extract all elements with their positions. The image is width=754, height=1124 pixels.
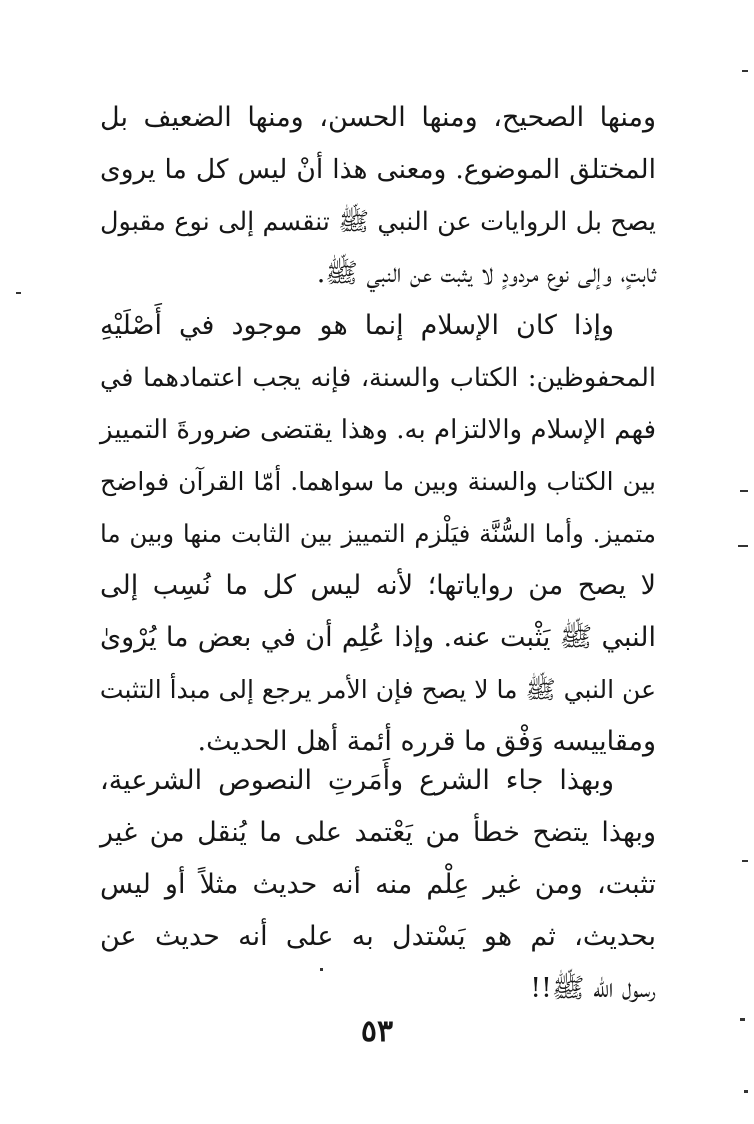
text-line: ثابتٍ، وإلى نوع مردودٍ لا يثبت عن النبي ﷺ. [316,258,656,289]
scan-speck [320,968,323,971]
scan-speck [742,70,748,72]
scan-speck [742,860,748,862]
text-line: يصح بل الروايات عن النبي ﷺ تنقسم إلى نوع مقبول [100,207,656,237]
text-line: النبي ﷺ يَثْبت عنه. وإذا عُلِم أن في بعض ما يُرْوىٰ [100,622,656,653]
text-line: وبهذا جاء الشرع وأَمَرتِ النصوص الشرعية، [100,765,614,796]
page-number: ٥٣ [360,1014,394,1049]
text-line: متميز. وأما السُّنَّة فيَلْزم التمييز بين الثابت منها وبين ما [100,519,656,548]
text-line: ومنها الصحيح، ومنها الحسن، ومنها الضعيف بل [100,102,656,133]
scan-speck [744,1090,748,1093]
text-line: رسول الله ﷺ!! [530,973,656,1004]
text-line: عن النبي ﷺ ما لا يصح فإن الأمر يرجع إلى مبدأ التثبت [99,675,656,704]
text-line: تثبت، ومن غير عِلْم منه أنه حديث مثلاً أو ليس [100,869,656,900]
scan-speck [740,490,748,492]
paragraph-1 [100,92,656,300]
text-line: بين الكتاب والسنة وبين ما سواهما. أمّا القرآن فواضح [100,467,656,496]
text-line: المختلق الموضوع. ومعنى هذا أنْ ليس كل ما يروى [100,154,656,185]
scan-speck [16,292,21,294]
text-line: المحفوظين: الكتاب والسنة، فإنه يجب اعتمادهما في [100,363,656,393]
text-line: فهم الإسلام والالتزام به. وهذا يقتضى ضرورةَ التمييز [100,415,656,445]
scan-speck [738,545,748,547]
text-line: بحديث، ثم هو يَسْتدل به على أنه حديث عن [100,921,656,952]
text-line: وبهذا يتضح خطأ من يَعْتمد على ما يُنقل من غير [100,817,656,848]
text-line: لا يصح من رواياتها؛ لأنه ليس كل ما نُسِب إلى [100,570,656,601]
scan-speck [740,1018,745,1021]
text-line: وإذا كان الإسلام إنما هو موجود في أَصْلَيْهِ [100,310,614,341]
text-line: ومقاييسه وَفْق ما قرره أئمة أهل الحديث. [197,726,656,757]
paragraph-3 [100,755,656,1015]
paragraph-2 [100,300,656,768]
